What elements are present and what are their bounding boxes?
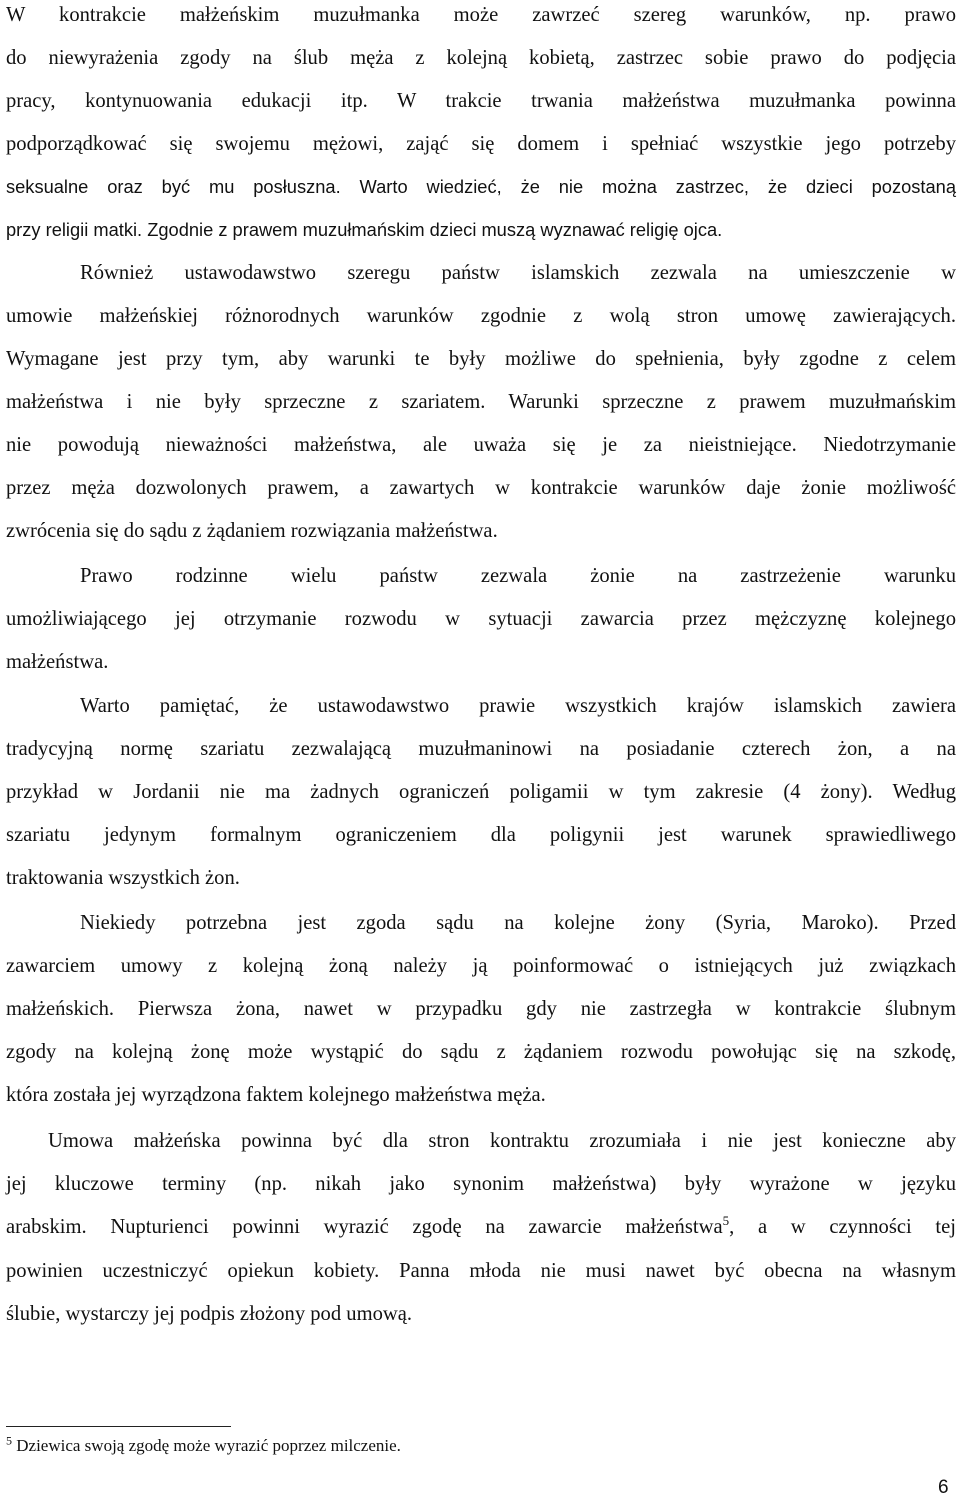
text-line: pracy, kontynuowania edukacji itp. W trakcie trwania małżeństwa muzułmanka powinna <box>6 90 956 112</box>
text-line: małżeństwa. <box>6 651 109 673</box>
text-line: która została jej wyrządzona faktem kolejnego małżeństwa męża. <box>6 1084 546 1106</box>
text-line: przy religii matki. Zgodnie z prawem muzułmańskim dzieci muszą wyznawać religię ojca. <box>6 219 723 240</box>
text-line: przez męża dozwolonych prawem, a zawartych w kontrakcie warunków daje żonie możliwość <box>6 477 956 499</box>
footnote-reference: 5 <box>722 1213 730 1229</box>
text-line: do niewyrażenia zgody na ślub męża z kolejną kobietą, zastrzec sobie prawo do podjęcia <box>6 47 956 69</box>
paragraph-first-line: Również ustawodawstwo szeregu państw islamskich zezwala na umieszczenie w <box>80 262 956 284</box>
text-line: małżeństwa i nie były sprzeczne z szariatem. Warunki sprzeczne z prawem muzułmańskim <box>6 391 956 413</box>
paragraph-first-line: Prawo rodzinne wielu państw zezwala żonie na zastrzeżenie warunku <box>80 565 956 587</box>
text-line: małżeńskich. Pierwsza żona, nawet w przypadku gdy nie zastrzegła w kontrakcie ślubnym <box>6 998 956 1020</box>
text-line: W kontrakcie małżeńskim muzułmanka może zawrzeć szereg warunków, np. prawo <box>6 4 956 26</box>
page-number: 6 <box>938 1477 949 1498</box>
paragraph-first-line: Niekiedy potrzebna jest zgoda sądu na kolejne żony (Syria, Maroko). Przed <box>80 912 956 934</box>
text-line: podporządkować się swojemu mężowi, zająć się domem i spełniać wszystkie jego potrzeby <box>6 133 956 155</box>
text-line: zwrócenia się do sądu z żądaniem rozwiązania małżeństwa. <box>6 520 498 542</box>
text-line: umowie małżeńskiej różnorodnych warunków zgodnie z wolą stron umowę zawierających. <box>6 305 956 327</box>
text-line: zawarciem umowy z kolejną żoną należy ją poinformować o istniejących już związkach <box>6 955 956 977</box>
paragraph-first-line: Umowa małżeńska powinna być dla stron kontraktu zrozumiała i nie jest konieczne aby <box>48 1130 956 1152</box>
text-line: tradycyjną normę szariatu zezwalającą muzułmaninowi na posiadanie czterech żon, a na <box>6 738 956 760</box>
text-line: umożliwiającego jej otrzymanie rozwodu w sytuacji zawarcia przez mężczyznę kolejnego <box>6 608 956 630</box>
text-line: arabskim. Nupturienci powinni wyrazić zgodę na zawarcie małżeństwa$^5$, a w czynności tej <box>6 1213 957 1238</box>
text-line: jej kluczowe terminy (np. nikah jako synonim małżeństwa) były wyrażone w języku <box>6 1173 956 1195</box>
footnote-marker: 5 <box>6 1433 12 1448</box>
footnote-separator <box>6 1426 231 1427</box>
text-line: przykład w Jordanii nie ma żadnych ograniczeń poligamii w tym zakresie (4 żony). Według <box>6 781 956 803</box>
footnote-text: Dziewica swoją zgodę może wyrazić poprzez milczenie. <box>16 1436 401 1455</box>
text-line: zgody na kolejną żonę może wystąpić do sądu z żądaniem rozwodu powołując się na szkodę, <box>6 1041 956 1063</box>
text-line: seksualne oraz być mu posłuszna. Warto wiedzieć, że nie można zastrzec, że dzieci pozostaną <box>6 176 956 197</box>
footnote <box>6 1433 401 1459</box>
text-line: Wymagane jest przy tym, aby warunki te były możliwe do spełnienia, były zgodne z celem <box>6 348 956 370</box>
text-line: traktowania wszystkich żon. <box>6 867 240 889</box>
text-line: nie powodują nieważności małżeństwa, ale uważa się je za nieistniejące. Niedotrzymanie <box>6 434 956 456</box>
paragraph-first-line: Warto pamiętać, że ustawodawstwo prawie wszystkich krajów islamskich zawiera <box>80 695 956 717</box>
text-line: szariatu jedynym formalnym ograniczeniem dla poligynii jest warunek sprawiedliwego <box>6 824 956 846</box>
text-line: ślubie, wystarczy jej podpis złożony pod umową. <box>6 1303 413 1325</box>
text-line: powinien uczestniczyć opiekun kobiety. Panna młoda nie musi nawet być obecna na własnym <box>6 1260 956 1282</box>
